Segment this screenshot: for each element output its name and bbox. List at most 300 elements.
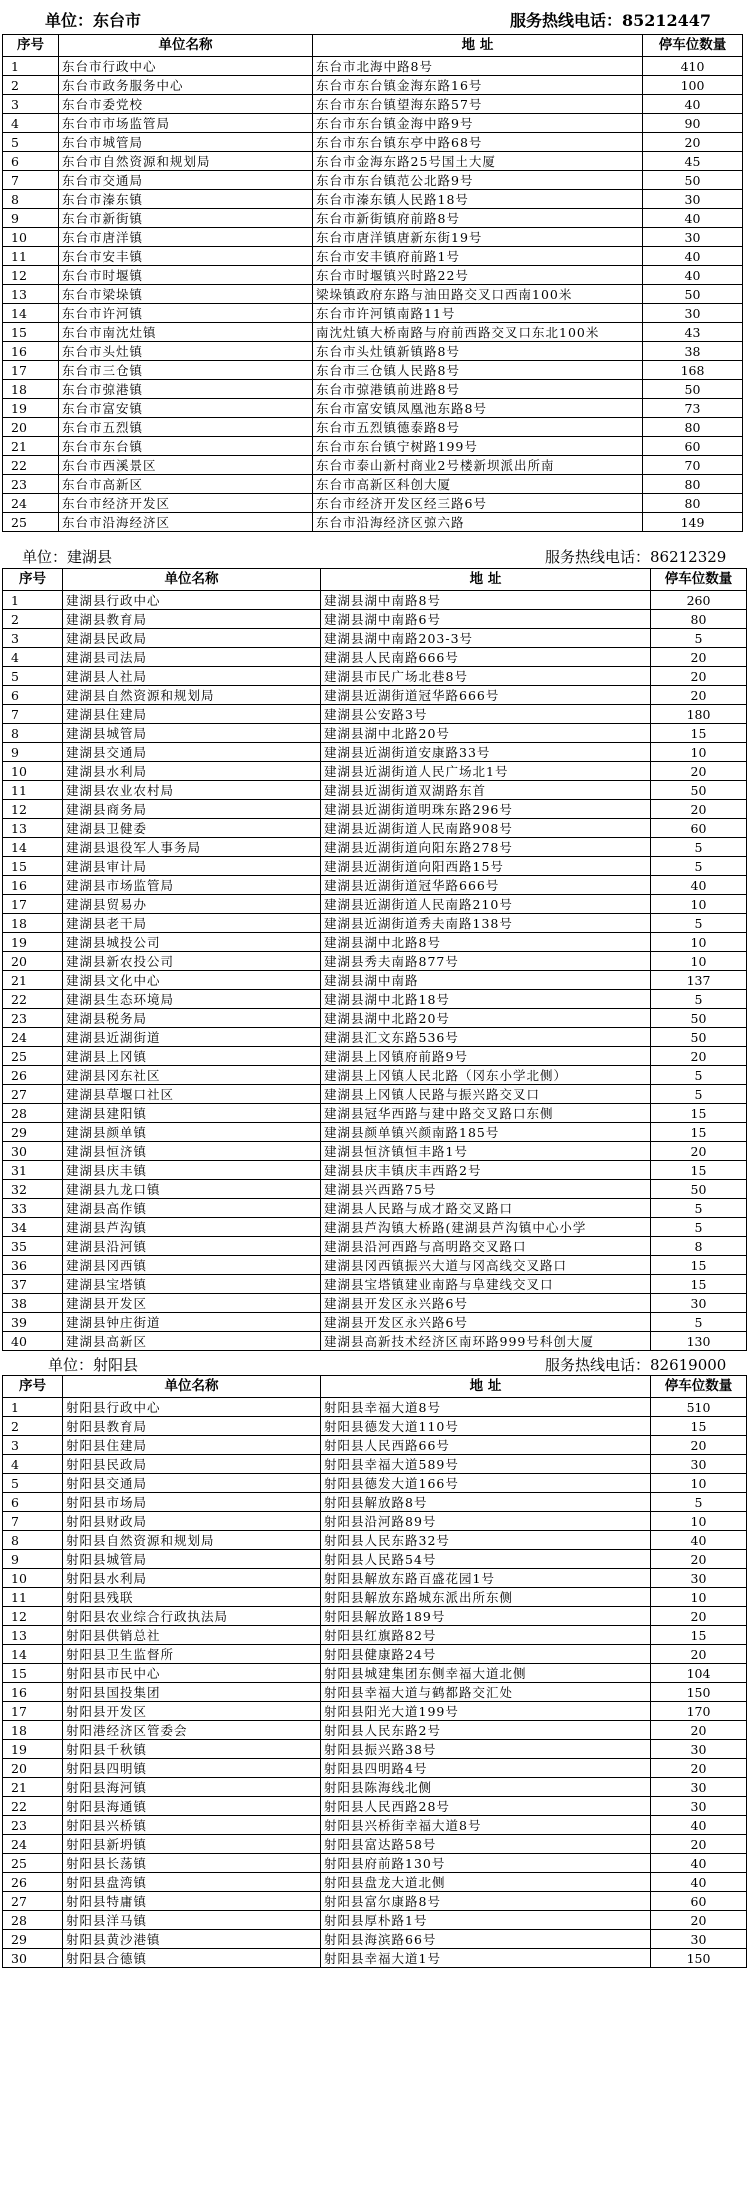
table-row <box>3 1816 747 1835</box>
row-parking-spaces: 40 <box>651 1873 747 1892</box>
row-address: 建湖县沿河西路与高明路交叉路口 <box>321 1237 651 1256</box>
row-index: 5 <box>3 133 59 152</box>
unit-label: 单位：东台市 <box>45 11 142 30</box>
row-address: 射阳县人民西路66号 <box>321 1436 651 1455</box>
row-address: 东台市北海中路8号 <box>313 57 643 76</box>
row-unit-name: 东台市沿海经济区 <box>59 513 313 532</box>
table-row <box>3 591 747 610</box>
row-parking-spaces: 30 <box>651 1778 747 1797</box>
row-unit-name: 东台市头灶镇 <box>59 342 313 361</box>
table-row <box>3 610 747 629</box>
row-address: 东台市金海东路25号国土大厦 <box>313 152 643 171</box>
table-row <box>3 705 747 724</box>
row-parking-spaces: 104 <box>651 1664 747 1683</box>
row-parking-spaces: 15 <box>651 1104 747 1123</box>
row-index: 27 <box>3 1892 63 1911</box>
row-address: 射阳县兴桥街幸福大道8号 <box>321 1816 651 1835</box>
row-index: 30 <box>3 1949 63 1968</box>
row-index: 4 <box>3 648 63 667</box>
row-index: 16 <box>3 342 59 361</box>
row-index: 18 <box>3 914 63 933</box>
table-row <box>3 1721 747 1740</box>
row-unit-name: 东台市富安镇 <box>59 399 313 418</box>
row-parking-spaces: 168 <box>643 361 743 380</box>
row-parking-spaces: 40 <box>643 209 743 228</box>
row-index: 25 <box>3 1854 63 1873</box>
row-address: 射阳县陈海线北侧 <box>321 1778 651 1797</box>
row-address: 射阳县人民西路28号 <box>321 1797 651 1816</box>
table-row <box>3 1237 747 1256</box>
table-body <box>3 57 743 532</box>
row-unit-name: 射阳县盘湾镇 <box>63 1873 321 1892</box>
row-parking-spaces: 5 <box>651 1085 747 1104</box>
row-unit-name: 建湖县生态环境局 <box>63 990 321 1009</box>
table-row <box>3 1066 747 1085</box>
row-address: 建湖县市民广场北巷8号 <box>321 667 651 686</box>
row-parking-spaces: 50 <box>651 1028 747 1047</box>
row-parking-spaces: 15 <box>651 724 747 743</box>
row-unit-name: 东台市市场监管局 <box>59 114 313 133</box>
row-unit-name: 射阳县行政中心 <box>63 1398 321 1417</box>
row-address: 建湖县上冈镇府前路9号 <box>321 1047 651 1066</box>
row-index: 16 <box>3 876 63 895</box>
row-address: 东台市新街镇府前路8号 <box>313 209 643 228</box>
row-parking-spaces: 30 <box>651 1740 747 1759</box>
row-unit-name: 东台市城管局 <box>59 133 313 152</box>
table-row <box>3 1398 747 1417</box>
table-row <box>3 1436 747 1455</box>
row-address: 南沈灶镇大桥南路与府前西路交叉口东北100米 <box>313 323 643 342</box>
row-address: 射阳县四明路4号 <box>321 1759 651 1778</box>
row-address: 射阳县幸福大道589号 <box>321 1455 651 1474</box>
row-parking-spaces: 510 <box>651 1398 747 1417</box>
table-row <box>3 800 747 819</box>
row-unit-name: 建湖县城投公司 <box>63 933 321 952</box>
row-parking-spaces: 130 <box>651 1332 747 1351</box>
col-header-index: 序号 <box>3 569 63 591</box>
row-address: 建湖县近湖街道人民广场北1号 <box>321 762 651 781</box>
table-row <box>3 743 747 762</box>
row-unit-name: 射阳县教育局 <box>63 1417 321 1436</box>
table-row <box>3 971 747 990</box>
row-unit-name: 东台市西溪景区 <box>59 456 313 475</box>
row-address: 建湖县近湖街道双湖路东首 <box>321 781 651 800</box>
row-index: 13 <box>3 819 63 838</box>
table-row <box>3 1702 747 1721</box>
table-row <box>3 1949 747 1968</box>
row-unit-name: 射阳县洋马镇 <box>63 1911 321 1930</box>
section-header <box>0 544 750 568</box>
row-parking-spaces: 20 <box>651 667 747 686</box>
row-parking-spaces: 20 <box>651 686 747 705</box>
table-row <box>3 1930 747 1949</box>
row-parking-spaces: 30 <box>651 1930 747 1949</box>
table-row <box>3 1683 747 1702</box>
row-unit-name: 建湖县冈西镇 <box>63 1256 321 1275</box>
row-parking-spaces: 5 <box>651 1313 747 1332</box>
row-index: 4 <box>3 1455 63 1474</box>
row-index: 28 <box>3 1104 63 1123</box>
col-header-index: 序号 <box>3 1376 63 1398</box>
row-unit-name: 建湖县司法局 <box>63 648 321 667</box>
row-parking-spaces: 10 <box>651 1474 747 1493</box>
row-unit-name: 建湖县行政中心 <box>63 591 321 610</box>
row-parking-spaces: 180 <box>651 705 747 724</box>
table-row <box>3 838 747 857</box>
row-index: 23 <box>3 475 59 494</box>
row-index: 14 <box>3 838 63 857</box>
table-header-row <box>3 1376 747 1398</box>
col-header-name: 单位名称 <box>63 1376 321 1398</box>
row-unit-name: 建湖县颜单镇 <box>63 1123 321 1142</box>
row-parking-spaces: 5 <box>651 990 747 1009</box>
table-row <box>3 418 743 437</box>
row-unit-name: 射阳县特庸镇 <box>63 1892 321 1911</box>
row-address: 东台市头灶镇新镇路8号 <box>313 342 643 361</box>
row-address: 建湖县冠华西路与建中路交叉路口东侧 <box>321 1104 651 1123</box>
row-index: 16 <box>3 1683 63 1702</box>
row-unit-name: 射阳县残联 <box>63 1588 321 1607</box>
table-row <box>3 361 743 380</box>
row-parking-spaces: 5 <box>651 857 747 876</box>
col-header-spaces: 停车位数量 <box>643 35 743 57</box>
row-index: 2 <box>3 610 63 629</box>
row-index: 15 <box>3 857 63 876</box>
table-row <box>3 1645 747 1664</box>
row-index: 26 <box>3 1066 63 1085</box>
hotline-label: 服务热线电话：85212447 <box>510 11 712 30</box>
row-unit-name: 东台市委党校 <box>59 95 313 114</box>
row-parking-spaces: 5 <box>651 1199 747 1218</box>
table-row <box>3 1455 747 1474</box>
row-index: 5 <box>3 1474 63 1493</box>
row-parking-spaces: 20 <box>651 1607 747 1626</box>
row-unit-name: 建湖县沿河镇 <box>63 1237 321 1256</box>
row-parking-spaces: 10 <box>651 743 747 762</box>
row-unit-name: 建湖县开发区 <box>63 1294 321 1313</box>
row-parking-spaces: 30 <box>643 190 743 209</box>
row-address: 东台市富安镇凤凰池东路8号 <box>313 399 643 418</box>
table-row <box>3 1759 747 1778</box>
row-unit-name: 建湖县人社局 <box>63 667 321 686</box>
table-row <box>3 1275 747 1294</box>
row-unit-name: 射阳县农业综合行政执法局 <box>63 1607 321 1626</box>
table-row <box>3 323 743 342</box>
row-address: 东台市泰山新村商业2号楼新坝派出所南 <box>313 456 643 475</box>
row-parking-spaces: 10 <box>651 895 747 914</box>
row-parking-spaces: 20 <box>651 1759 747 1778</box>
row-unit-name: 射阳县卫生监督所 <box>63 1645 321 1664</box>
row-index: 32 <box>3 1180 63 1199</box>
row-address: 建湖县公安路3号 <box>321 705 651 724</box>
table-row <box>3 1009 747 1028</box>
row-index: 14 <box>3 1645 63 1664</box>
row-unit-name: 建湖县庆丰镇 <box>63 1161 321 1180</box>
row-address: 建湖县兴西路75号 <box>321 1180 651 1199</box>
table-row <box>3 285 743 304</box>
row-address: 射阳县沿河路89号 <box>321 1512 651 1531</box>
table-row <box>3 190 743 209</box>
row-address: 射阳县解放路189号 <box>321 1607 651 1626</box>
row-parking-spaces: 80 <box>643 418 743 437</box>
row-unit-name: 建湖县农业农村局 <box>63 781 321 800</box>
table-row <box>3 1104 747 1123</box>
section-header <box>0 1351 750 1375</box>
table-row <box>3 952 747 971</box>
row-unit-name: 东台市三仓镇 <box>59 361 313 380</box>
row-address: 建湖县庆丰镇庆丰西路2号 <box>321 1161 651 1180</box>
row-index: 19 <box>3 399 59 418</box>
row-parking-spaces: 80 <box>643 494 743 513</box>
row-unit-name: 东台市新街镇 <box>59 209 313 228</box>
row-parking-spaces: 137 <box>651 971 747 990</box>
row-index: 11 <box>3 247 59 266</box>
row-unit-name: 建湖县交通局 <box>63 743 321 762</box>
row-address: 东台市东台镇金海东路16号 <box>313 76 643 95</box>
table-row <box>3 895 747 914</box>
table-row <box>3 1332 747 1351</box>
row-address: 射阳县健康路24号 <box>321 1645 651 1664</box>
row-unit-name: 建湖县近湖街道 <box>63 1028 321 1047</box>
table-row <box>3 1180 747 1199</box>
row-parking-spaces: 5 <box>651 1493 747 1512</box>
table-row <box>3 1123 747 1142</box>
table-row <box>3 247 743 266</box>
row-index: 18 <box>3 1721 63 1740</box>
hotline-label: 服务热线电话：82619000 <box>545 1356 727 1374</box>
row-unit-name: 东台市许河镇 <box>59 304 313 323</box>
row-index: 21 <box>3 437 59 456</box>
row-index: 12 <box>3 266 59 285</box>
row-index: 24 <box>3 1028 63 1047</box>
row-index: 15 <box>3 1664 63 1683</box>
row-index: 12 <box>3 800 63 819</box>
table-row <box>3 1313 747 1332</box>
row-unit-name: 建湖县钟庄街道 <box>63 1313 321 1332</box>
table-row <box>3 304 743 323</box>
table-row <box>3 629 747 648</box>
row-parking-spaces: 100 <box>643 76 743 95</box>
col-header-address: 地 址 <box>321 1376 651 1398</box>
row-parking-spaces: 15 <box>651 1123 747 1142</box>
table-row <box>3 76 743 95</box>
row-unit-name: 东台市五烈镇 <box>59 418 313 437</box>
row-index: 33 <box>3 1199 63 1218</box>
table-row <box>3 724 747 743</box>
table-row <box>3 513 743 532</box>
row-unit-name: 射阳县民政局 <box>63 1455 321 1474</box>
row-index: 10 <box>3 1569 63 1588</box>
row-index: 35 <box>3 1237 63 1256</box>
table-row <box>3 114 743 133</box>
row-address: 射阳县富达路58号 <box>321 1835 651 1854</box>
row-parking-spaces: 50 <box>651 781 747 800</box>
table-row <box>3 1588 747 1607</box>
row-parking-spaces: 5 <box>651 1218 747 1237</box>
row-unit-name: 建湖县自然资源和规划局 <box>63 686 321 705</box>
table-row <box>3 266 743 285</box>
table-row <box>3 209 743 228</box>
row-parking-spaces: 149 <box>643 513 743 532</box>
row-index: 1 <box>3 591 63 610</box>
table-body <box>3 1398 747 1968</box>
row-parking-spaces: 15 <box>651 1256 747 1275</box>
row-index: 22 <box>3 456 59 475</box>
row-index: 8 <box>3 1531 63 1550</box>
table-row <box>3 1493 747 1512</box>
row-index: 27 <box>3 1085 63 1104</box>
row-index: 40 <box>3 1332 63 1351</box>
section-header <box>0 0 750 34</box>
row-index: 5 <box>3 667 63 686</box>
row-index: 25 <box>3 1047 63 1066</box>
row-parking-spaces: 260 <box>651 591 747 610</box>
row-parking-spaces: 90 <box>643 114 743 133</box>
table-header-row <box>3 569 747 591</box>
row-unit-name: 射阳县长荡镇 <box>63 1854 321 1873</box>
row-unit-name: 东台市交通局 <box>59 171 313 190</box>
row-address: 东台市沿海经济区弶六路 <box>313 513 643 532</box>
col-header-index: 序号 <box>3 35 59 57</box>
table-row <box>3 1911 747 1930</box>
row-index: 39 <box>3 1313 63 1332</box>
row-address: 建湖县湖中南路8号 <box>321 591 651 610</box>
row-index: 7 <box>3 171 59 190</box>
table-row <box>3 456 743 475</box>
table-row <box>3 686 747 705</box>
row-parking-spaces: 20 <box>651 1436 747 1455</box>
row-index: 38 <box>3 1294 63 1313</box>
table-body <box>3 591 747 1351</box>
table-row <box>3 1474 747 1493</box>
row-parking-spaces: 38 <box>643 342 743 361</box>
row-parking-spaces: 20 <box>651 1721 747 1740</box>
col-header-spaces: 停车位数量 <box>651 569 747 591</box>
row-unit-name: 东台市时堰镇 <box>59 266 313 285</box>
row-unit-name: 建湖县水利局 <box>63 762 321 781</box>
row-unit-name: 射阳县自然资源和规划局 <box>63 1531 321 1550</box>
row-address: 射阳县富尔康路8号 <box>321 1892 651 1911</box>
row-parking-spaces: 8 <box>651 1237 747 1256</box>
table-row <box>3 1854 747 1873</box>
section-dongtai <box>0 0 750 532</box>
row-index: 9 <box>3 209 59 228</box>
row-address: 建湖县湖中北路20号 <box>321 724 651 743</box>
row-unit-name: 建湖县教育局 <box>63 610 321 629</box>
row-index: 20 <box>3 952 63 971</box>
row-unit-name: 建湖县芦沟镇 <box>63 1218 321 1237</box>
row-parking-spaces: 410 <box>643 57 743 76</box>
row-parking-spaces: 15 <box>651 1626 747 1645</box>
row-unit-name: 建湖县老干局 <box>63 914 321 933</box>
row-address: 建湖县冈西镇振兴大道与冈高线交叉路口 <box>321 1256 651 1275</box>
row-unit-name: 建湖县上冈镇 <box>63 1047 321 1066</box>
row-index: 7 <box>3 705 63 724</box>
row-parking-spaces: 10 <box>651 933 747 952</box>
row-index: 22 <box>3 1797 63 1816</box>
row-parking-spaces: 30 <box>651 1455 747 1474</box>
row-index: 2 <box>3 1417 63 1436</box>
row-address: 建湖县恒济镇恒丰路1号 <box>321 1142 651 1161</box>
table-row <box>3 1417 747 1436</box>
table-row <box>3 648 747 667</box>
row-index: 29 <box>3 1930 63 1949</box>
table-row <box>3 1531 747 1550</box>
row-parking-spaces: 15 <box>651 1417 747 1436</box>
row-parking-spaces: 80 <box>643 475 743 494</box>
row-index: 3 <box>3 95 59 114</box>
table-row <box>3 857 747 876</box>
row-unit-name: 东台市唐洋镇 <box>59 228 313 247</box>
table-row <box>3 494 743 513</box>
row-parking-spaces: 50 <box>651 1009 747 1028</box>
table-row <box>3 1550 747 1569</box>
row-parking-spaces: 45 <box>643 152 743 171</box>
row-address: 建湖县宝塔镇建业南路与阜建线交叉口 <box>321 1275 651 1294</box>
row-address: 建湖县湖中南路 <box>321 971 651 990</box>
row-address: 射阳县海滨路66号 <box>321 1930 651 1949</box>
row-index: 34 <box>3 1218 63 1237</box>
row-address: 东台市东台镇宁树路199号 <box>313 437 643 456</box>
row-parking-spaces: 20 <box>651 800 747 819</box>
row-index: 1 <box>3 1398 63 1417</box>
row-address: 东台市弶港镇前进路8号 <box>313 380 643 399</box>
table-header-row <box>3 35 743 57</box>
row-parking-spaces: 20 <box>651 1911 747 1930</box>
row-index: 1 <box>3 57 59 76</box>
row-parking-spaces: 5 <box>651 838 747 857</box>
row-address: 射阳县德发大道166号 <box>321 1474 651 1493</box>
row-address: 射阳县厚朴路1号 <box>321 1911 651 1930</box>
row-address: 射阳县解放东路百盛花园1号 <box>321 1569 651 1588</box>
row-index: 11 <box>3 1588 63 1607</box>
table-row <box>3 876 747 895</box>
row-address: 建湖县近湖街道向阳西路15号 <box>321 857 651 876</box>
col-header-name: 单位名称 <box>59 35 313 57</box>
row-parking-spaces: 5 <box>651 1066 747 1085</box>
col-header-address: 地 址 <box>313 35 643 57</box>
table-row <box>3 1873 747 1892</box>
row-parking-spaces: 30 <box>651 1797 747 1816</box>
row-address: 东台市唐洋镇唐新东街19号 <box>313 228 643 247</box>
table-row <box>3 1607 747 1626</box>
row-unit-name: 射阳县千秋镇 <box>63 1740 321 1759</box>
row-address: 建湖县近湖街道冠华路666号 <box>321 686 651 705</box>
row-address: 建湖县湖中北路8号 <box>321 933 651 952</box>
table-row <box>3 914 747 933</box>
table-row <box>3 1664 747 1683</box>
row-index: 26 <box>3 1873 63 1892</box>
row-index: 17 <box>3 1702 63 1721</box>
row-parking-spaces: 43 <box>643 323 743 342</box>
table-row <box>3 819 747 838</box>
row-parking-spaces: 150 <box>651 1949 747 1968</box>
row-unit-name: 射阳县城管局 <box>63 1550 321 1569</box>
row-address: 射阳县解放东路城东派出所东侧 <box>321 1588 651 1607</box>
row-index: 9 <box>3 743 63 762</box>
row-index: 14 <box>3 304 59 323</box>
col-header-name: 单位名称 <box>63 569 321 591</box>
table-row <box>3 380 743 399</box>
row-unit-name: 建湖县退役军人事务局 <box>63 838 321 857</box>
row-parking-spaces: 80 <box>651 610 747 629</box>
row-address: 建湖县开发区永兴路6号 <box>321 1294 651 1313</box>
row-unit-name: 建湖县高作镇 <box>63 1199 321 1218</box>
row-address: 建湖县上冈镇人民路与振兴路交叉口 <box>321 1085 651 1104</box>
row-parking-spaces: 20 <box>651 1550 747 1569</box>
row-unit-name: 东台市南沈灶镇 <box>59 323 313 342</box>
row-parking-spaces: 170 <box>651 1702 747 1721</box>
